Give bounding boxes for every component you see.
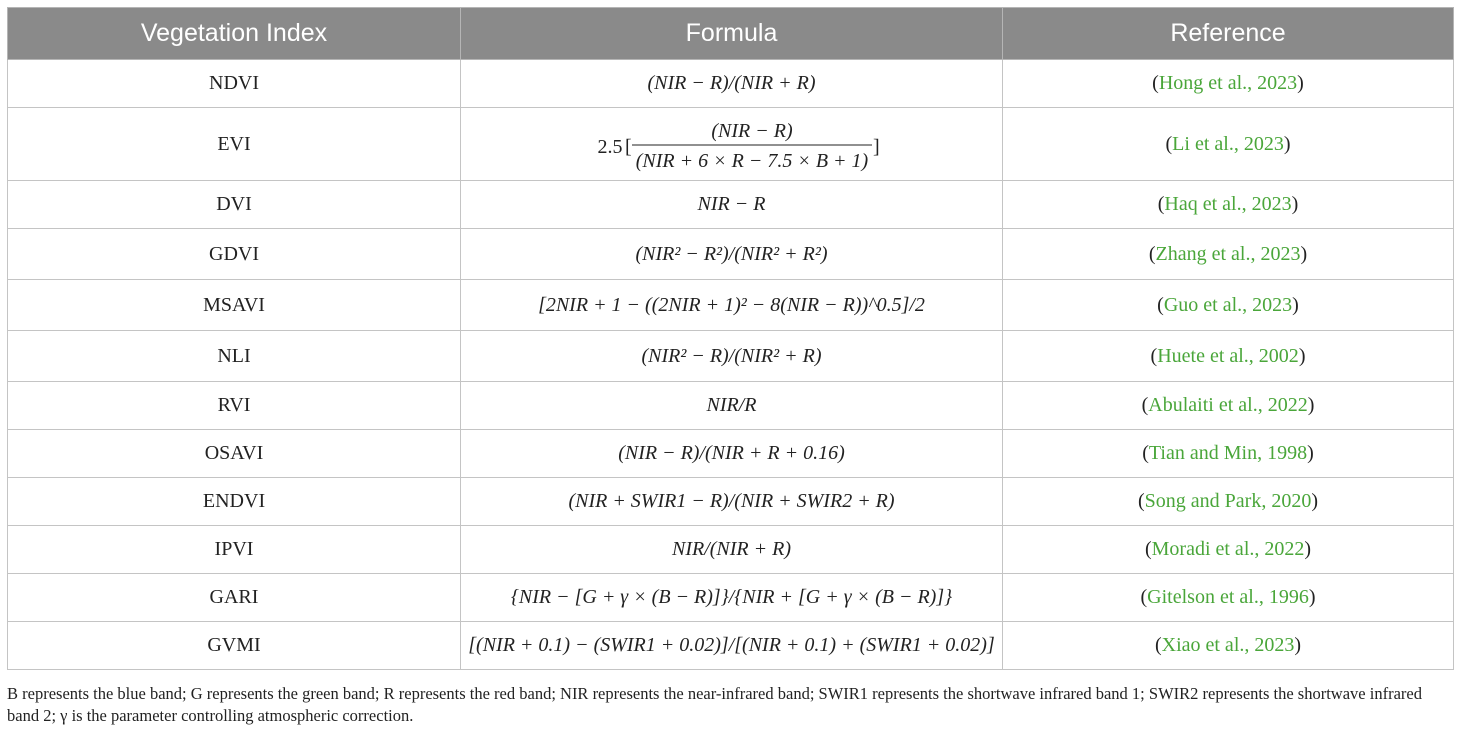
- reference-cell: (Haq et al., 2023): [1003, 181, 1454, 229]
- reference-cell: (Gitelson et al., 1996): [1003, 574, 1454, 622]
- index-cell: MSAVI: [8, 280, 461, 331]
- evi-numerator: (NIR − R): [710, 120, 793, 142]
- reference-link[interactable]: Guo et al., 2023: [1163, 293, 1293, 316]
- reference-link[interactable]: Zhang et al., 2023: [1155, 242, 1301, 265]
- table-header-row: [8, 8, 1454, 60]
- reference-link[interactable]: Li et al., 2023: [1172, 132, 1284, 155]
- reference-link[interactable]: Gitelson et al., 1996: [1147, 586, 1309, 608]
- reference-cell: (Zhang et al., 2023): [1003, 229, 1454, 280]
- formula-cell: [461, 331, 1003, 382]
- header-formula: Formula: [461, 8, 1003, 60]
- table-footnote: B represents the blue band; G represents the green band; R represents the red band; NIR represents the near-infrared band; SWIR1 represents the shortwave infrared band 1; SWIR2 represents the shortwave infrared band 2; γ is the parameter controlling atmospheric correction.: [7, 684, 1422, 725]
- evi-close-bracket: ]: [872, 136, 880, 158]
- formula-cell: [461, 60, 1003, 108]
- formula-text: [(NIR + 0.1) − (SWIR1 + 0.02)]/[(NIR + 0.1) + (SWIR1 + 0.02)]: [468, 634, 995, 656]
- table-row: [8, 181, 1454, 229]
- index-cell: IPVI: [8, 526, 461, 574]
- reference-link[interactable]: Xiao et al., 2023: [1161, 634, 1295, 656]
- table-row: [8, 331, 1454, 382]
- formula-cell: [461, 280, 1003, 331]
- reference-cell: (Li et al., 2023): [1003, 108, 1454, 181]
- formula-cell: [461, 574, 1003, 622]
- formula-text: (NIR² − R²)/(NIR² + R²): [635, 242, 828, 265]
- table-row: [8, 229, 1454, 280]
- formula-cell: [461, 622, 1003, 670]
- formula-text: [2NIR + 1 − ((2NIR + 1)² − 8(NIR − R))^0.5]/2: [538, 293, 925, 316]
- table-row: [8, 60, 1454, 108]
- table-row: [8, 382, 1454, 430]
- vegetation-index-table: [7, 7, 1454, 670]
- reference-link[interactable]: Hong et al., 2023: [1158, 72, 1298, 94]
- formula-cell: [461, 430, 1003, 478]
- formula-text: NIR/R: [706, 394, 757, 416]
- reference-link[interactable]: Tian and Min, 1998: [1148, 442, 1308, 464]
- table-row: [8, 430, 1454, 478]
- formula-cell: [461, 181, 1003, 229]
- formula-text: (NIR − R)/(NIR + R): [647, 72, 816, 94]
- reference-link[interactable]: Abulaiti et al., 2022: [1148, 394, 1308, 416]
- formula-text: {NIR − [G + γ × (B − R)]}/{NIR + [G + γ × (B − R)]}: [510, 586, 953, 608]
- reference-cell: (Huete et al., 2002): [1003, 331, 1454, 382]
- reference-cell: (Abulaiti et al., 2022): [1003, 382, 1454, 430]
- index-cell: GARI: [8, 574, 461, 622]
- formula-text: (NIR + SWIR1 − R)/(NIR + SWIR2 + R): [568, 490, 895, 512]
- index-cell: OSAVI: [8, 430, 461, 478]
- table-row: [8, 280, 1454, 331]
- reference-cell: (Guo et al., 2023): [1003, 280, 1454, 331]
- evi-coefficient: 2.5: [597, 136, 622, 158]
- index-cell: NLI: [8, 331, 461, 382]
- reference-cell: (Hong et al., 2023): [1003, 60, 1454, 108]
- index-cell: NDVI: [8, 60, 461, 108]
- formula-cell: [461, 108, 1003, 181]
- index-cell: EVI: [8, 108, 461, 181]
- header-reference: Reference: [1003, 8, 1454, 60]
- index-cell: RVI: [8, 382, 461, 430]
- reference-link[interactable]: Haq et al., 2023: [1164, 193, 1292, 215]
- table-row: [8, 526, 1454, 574]
- header-vegetation-index: Vegetation Index: [8, 8, 461, 60]
- table-row: [8, 108, 1454, 181]
- reference-cell: (Song and Park, 2020): [1003, 478, 1454, 526]
- table-row: [8, 574, 1454, 622]
- evi-formula-graphic: [582, 113, 882, 175]
- formula-cell: [461, 526, 1003, 574]
- reference-link[interactable]: Moradi et al., 2022: [1151, 538, 1305, 560]
- index-cell: ENDVI: [8, 478, 461, 526]
- formula-cell: [461, 478, 1003, 526]
- table-row: [8, 622, 1454, 670]
- evi-denominator: (NIR + 6 × R − 7.5 × B + 1): [635, 150, 868, 172]
- formula-text: (NIR − R)/(NIR + R + 0.16): [618, 442, 845, 464]
- reference-link[interactable]: Huete et al., 2002: [1157, 344, 1299, 367]
- formula-text: NIR/(NIR + R): [671, 538, 792, 560]
- reference-cell: (Moradi et al., 2022): [1003, 526, 1454, 574]
- formula-text: NIR − R: [697, 193, 766, 215]
- index-cell: DVI: [8, 181, 461, 229]
- table-row: [8, 478, 1454, 526]
- evi-open-bracket: [: [624, 136, 632, 158]
- formula-cell: [461, 229, 1003, 280]
- formula-text: (NIR² − R)/(NIR² + R): [641, 344, 822, 367]
- reference-cell: (Tian and Min, 1998): [1003, 430, 1454, 478]
- reference-link[interactable]: Song and Park, 2020: [1144, 490, 1312, 512]
- index-cell: GDVI: [8, 229, 461, 280]
- index-cell: GVMI: [8, 622, 461, 670]
- formula-cell: [461, 382, 1003, 430]
- reference-cell: (Xiao et al., 2023): [1003, 622, 1454, 670]
